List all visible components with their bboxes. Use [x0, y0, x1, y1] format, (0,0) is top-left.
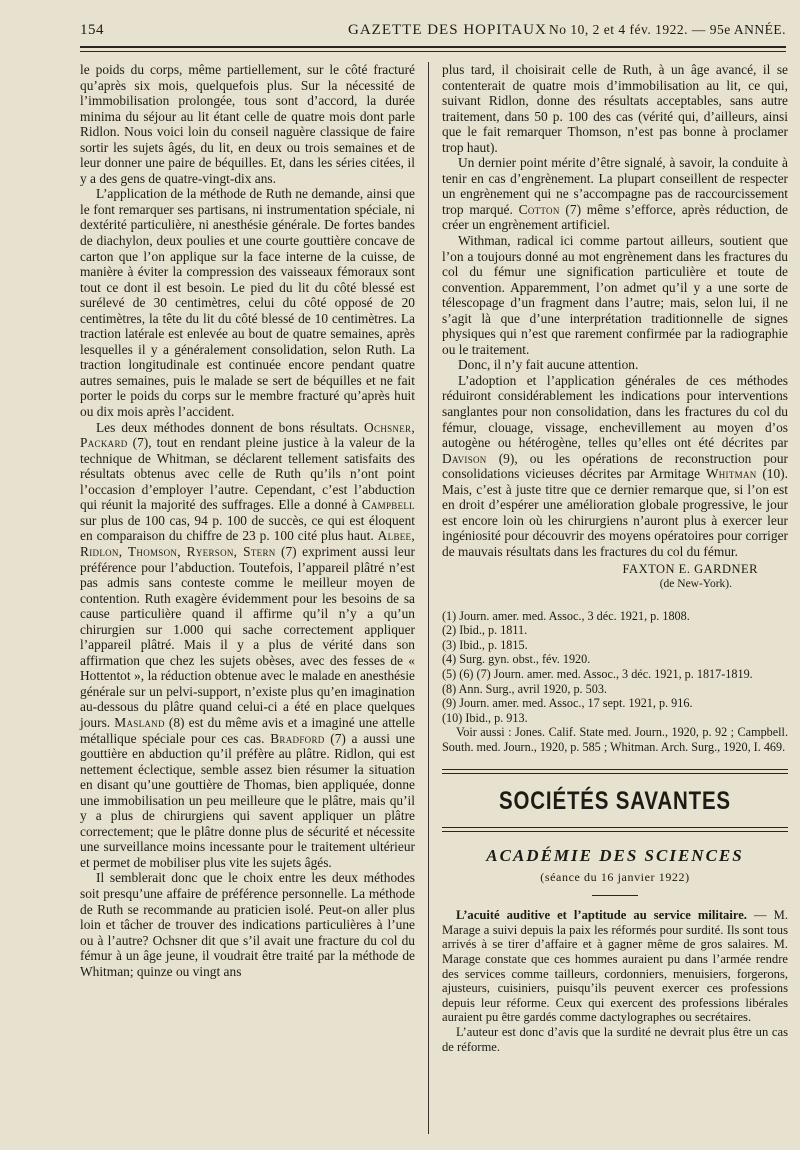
author-name: Albee, Ridlon, Thomson, Ryerson, Stern: [80, 528, 415, 559]
reference-see-also: Voir aussi : Jones. Calif. State med. Journ., 1920, p. 92 ; Campbell. South. med. Journ., 1920, p. 585 ; Whitman. Arch. Surg., 1920, I. 469.: [442, 725, 788, 754]
section-rule: [442, 769, 788, 770]
page-header: [80, 22, 786, 44]
signature-location: (de New-York).: [659, 578, 732, 591]
author-name: Masland: [114, 714, 165, 730]
short-divider: [592, 895, 638, 896]
section-rule: [442, 831, 788, 832]
paragraph: L’application de la méthode de Ruth ne demande, ainsi que le font remarquer ses partisans, ni instrumentation spéciale, ni dextérité particulière, ni anesthésie générale. De fortes bandes de diachylon, deux poulies et une courte gouttière concave de carton que l’on applique sur la face interne de la cuisse, de manière à éviter la compression des vaisseaux fémoraux sont tout ce dont il est besoin. Le pied du lit du côté blessé est surélevé de 30 centimètres, celui du côté opposé de 20 centimètres, la tête du lit du côté blessé de 10 centimètres. La traction latérale est enlevée au bout de quatre semaines, après lesquelles il y a généralement consolidation, selon Ruth. La traction longitudinale est continuée encore pendant quatre autres semaines, puis le malade se sert de béquilles et ne fait porter le poids du corps sur le membre fracturé qu’après huit ou dix mois après l’accident.: [80, 186, 415, 420]
paragraph: Donc, il n’y fait aucune attention.: [458, 357, 639, 373]
paragraph: Un dernier point mérite d’être signalé, à savoir, la conduite à tenir en cas d’engrènement. La plupart conseillent de respecter un engrènement qui ne s’accompagne pas de raccourcissement trop marqué. Cotton (7) même s’efforce, après réduction, de créer un engrènement artificiel.: [442, 155, 788, 233]
author-name: Bradford: [270, 730, 325, 746]
author-name: Campbell: [361, 497, 415, 513]
reference-item: (4) Surg. gyn. obst., fév. 1920.: [442, 652, 591, 667]
reference-item: (3) Ibid., p. 1815.: [442, 637, 528, 652]
right-column: [442, 62, 788, 1054]
paragraph: Il semblerait donc que le choix entre les deux méthodes soit presqu’une affaire de préférence personnelle. La méthode de Ruth se recommande au praticien isolé. Peut-on aller plus loin et tâcher de trouver des indications particulières à l’une ou à l’autre? Ochsner dit que s’il avait une fracture du col du fémur à un âge jeune, il voudrait être traité par la méthode de Whitman; quinze ou vingt ans: [80, 870, 415, 979]
author-name: Whitman: [705, 466, 757, 482]
paragraph: plus tard, il choisirait celle de Ruth, à un âge avancé, il se contenterait de quatre mois d’immobilisation au lit, ce qui, suivant Ridlon, donne des résultats acceptables, sans autre traitement, dans 50 p. 100 des cas (vérité qui, d’ailleurs, ainsi que le fait remarquer Thomson, n’est pas bonne à proclamer trop haut).: [442, 62, 788, 155]
column-divider: [428, 62, 429, 1134]
page-number: 154: [80, 22, 104, 38]
reference-item: (2) Ibid., p. 1811.: [442, 623, 528, 638]
reference-item: (8) Ann. Surg., avril 1920, p. 503.: [442, 681, 607, 696]
left-column: [80, 62, 415, 979]
paragraph: Withman, radical ici comme partout ailleurs, soutient que l’on a toujours donné au mot engrènement dans les fractures du col du fémur une signification particulière et toute de convention. Apparemment, l’on admet qu’il y a une sorte de télescopage d’un fragment dans l’autre; mais, selon lui, il ne s’agit là que d’une interprétation traditionnelle de signes physiques qui n’est que rarement confirmée par la radiographie ou le traitement.: [442, 233, 788, 357]
section-rule: [442, 827, 788, 828]
paragraph: Les deux méthodes donnent de bons résultats. Ochsner, Packard (7), tout en rendant pleine justice à la valeur de la technique de Whitman, se déclarent tellement satisfaits des résultats obtenus avec celle de Ruth qu’ils n’ont point l’occasion d’employer l’autre. Cependant, c’est l’abduction qui réunit la majorité des suffrages. Elle a donné à Campbell sur plus de 100 cas, 94 p. 100 de succès, ce qui est éloquent en comparaison du chiffre de 23 p. 100 cité plus haut. Albee, Ridlon, Thomson, Ryerson, Stern (7) expriment aussi leur préférence pour l’abduction. Toutefois, l’appareil plâtré n’est pas admis sans conteste comme le meilleur moyen de contention. Ruth exagère évidemment pour les besoins de sa cause particulière quand il affirme qu’il n’y a qu’un chirurgien sur 1.000 qui sache correctement appliquer l’appareil plâtré. Mais il y a plus de vérité dans son affirmation que chez les sujets obèses, avec des fesses de « Hottentot », la réduction obtenue avec le malade en anesthésie générale sur un pelvi-support, n’existe plus qu’en imagination au-dessous du plâtre quand celui-ci a été en place quelques jours. Masland (8) est du même avis et a imaginé une attelle métallique spéciale pour ces cas. Bradford (7) a aussi une gouttière en abduction qu’il préfère au plâtre. Ridlon, qui est nettement éclectique, semble assez bien résumer la situation en disant qu’une gouttière de Thomas, bien appliquée, donne une immobilisation un peu meilleure que le plâtre, mais qu’il y a plus de chirurgiens qui savent appliquer un plâtre correctement; que le plâtre donne plus de sécurité et nécessite une surveillance moins incessante pour le traitement ultérieur et permet de mobiliser plus vite les sujets âgés.: [80, 419, 415, 870]
section-rule: [442, 773, 788, 774]
paragraph: L’acuité auditive et l’aptitude au service militaire. — M. Marage a suivi depuis la paix les réformés pour surdité. Ils sont tous arrivés à se tirer d’affaire et à gagner même de gros salaires. M. Marage constate que ces hommes auraient pu dans l’armée rendre des services comme tailleurs, cordonniers, menuisiers, forgerons, ajusteurs, cuisiniers, puisqu’ils peuvent exercer ces professions depuis leur réforme. Ceux qui exercent des professions libérales auraient pu être gardés comme dactylographes ou secrétaires.: [442, 908, 788, 1025]
academy-heading: ACADÉMIE DES SCIENCES: [486, 846, 744, 866]
section-title: SOCIÉTÉS SAVANTES: [499, 786, 731, 815]
issue-info: No 10, 2 et 4 fév. 1922. — 95e ANNÉE.: [549, 22, 786, 37]
author-name: Ochsner, Packard: [80, 419, 415, 451]
paragraph: L’adoption et l’application générales de ces méthodes réduiront considérablement les indications pour interventions sanglantes pour non consolidation, dans les fractures du col du fémur, clouage, vissage, enchevillement au moyen d’os autogène ou hétérogène, telles qu’elles ont été décrites par Davison (9), ou les opérations de reconstruction pour consolidations vicieuses décrites par Armitage Whitman (10). Mais, c’est à juste titre que ce dernier remarque que, si l’on est en droit d’espérer une amélioration globale progressive, le jour est encore loin où les chirurgiens n’auront plus à exercer leur ingéniosité pour découvrir des moyens opératoires pour corriger de mauvais résultats dans les fractures du col du fémur.: [442, 372, 788, 559]
report-title: L’acuité auditive et l’aptitude au service militaire.: [456, 908, 747, 923]
author-name: Cotton: [518, 201, 560, 217]
reference-item: (5) (6) (7) Journ. amer. med. Assoc., 3 déc. 1921, p. 1817-1819.: [442, 666, 753, 681]
journal-title: GAZETTE DES HOPITAUX: [348, 22, 547, 38]
reference-item: (1) Journ. amer. med. Assoc., 3 déc. 1921, p. 1808.: [442, 608, 690, 623]
reference-item: (9) Journ. amer. med. Assoc., 17 sept. 1921, p. 916.: [442, 696, 693, 711]
header-rule-thin: [80, 51, 786, 52]
reference-item: (10) Ibid., p. 913.: [442, 710, 528, 725]
academy-report: [442, 908, 788, 1054]
author-name: Davison: [442, 450, 487, 466]
session-date: (séance du 16 janvier 1922): [540, 869, 690, 884]
signature: [442, 562, 788, 578]
paragraph: L’auteur est donc d’avis que la surdité ne devrait plus être un cas de réforme.: [442, 1024, 788, 1054]
paragraph: le poids du corps, même partiellement, sur le côté fracturé qu’après six mois, quelquefois plus. Sur la nécessité de l’immobilisation prolongée, tous sont d’accord, la durée minima du séjour au lit étant celle de quatre mois dont parle Ridlon. Nous voici loin du conseil naguère classique de faire sortir les sujets âgés, du lit, en deux ou trois semaines et de leur donner une paire de béquilles. Et, dans les séries citées, il y a des gens de quatre-vingt-dix ans.: [80, 62, 415, 186]
signature-name: FAXTON E. GARDNER: [622, 561, 758, 576]
references: [442, 609, 788, 755]
header-rule-thick: [80, 46, 786, 48]
